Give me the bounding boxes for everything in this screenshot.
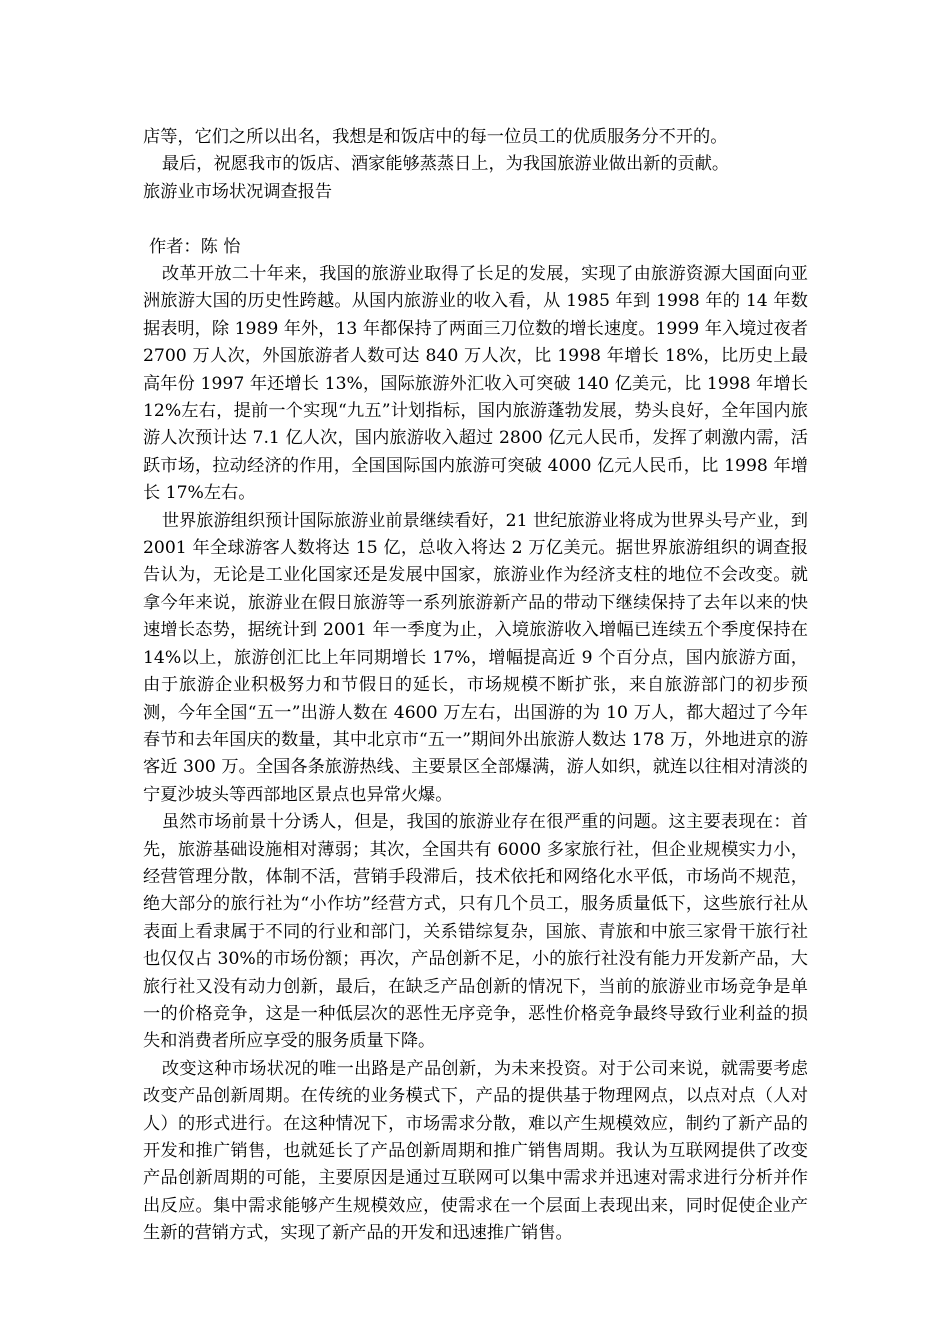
- document-page: [143, 124, 808, 1248]
- paragraph-1: 改革开放二十年来，我国的旅游业取得了长足的发展，实现了由旅游资源大国面向亚洲旅游大国的历史性跨越。从国内旅游业的收入看，从 1985 年到 1998 年的 14 年数据表明，除 1989 年外，13 年都保持了两面三刀位数的增长速度。1999 年入境过夜者 2700 万人次，外国旅游者人数可达 840 万人次，比 1998 年增长 18%，比历史上最高年份 1997 年还增长 13%，国际旅游外汇收入可突破 140 亿美元，比 1998 年增长 12%左右，提前一个实现“九五”计划指标，国内旅游蓬勃发展，势头良好，全年国内旅游人次预计达 7.1 亿人次，国内旅游收入超过 2800 亿元人民币，发挥了刺激内需，活跃市场，拉动经济的作用，全国国际国内旅游可突破 4000 亿元人民币，比 1998 年增长 17%左右。: [143, 264, 808, 504]
- paragraph-4: 改变这种市场状况的唯一出路是产品创新，为未来投资。对于公司来说，就需要考虑改变产品创新周期。在传统的业务模式下，产品的提供基于物理网点，以点对点（人对人）的形式进行。在这种情况下，市场需求分散，难以产生规模效应，制约了新产品的开发和推广销售，也就延长了产品创新周期和推广销售周期。我认为互联网提供了改变产品创新周期的可能，主要原因是通过互联网可以集中需求并迅速对需求进行分析并作出反应。集中需求能够产生规模效应，使需求在一个层面上表现出来，同时促使企业产生新的营销方式，实现了新产品的开发和迅速推广销售。: [143, 1058, 808, 1244]
- blank-line: [143, 206, 808, 233]
- report-title: 旅游业市场状况调查报告: [143, 181, 333, 202]
- closing-line: 最后，祝愿我市的饭店、酒家能够蒸蒸日上，为我国旅游业做出新的贡献。: [161, 154, 730, 175]
- continuation-line: 店等，它们之所以出名，我想是和饭店中的每一位员工的优质服务分不开的。: [143, 127, 728, 147]
- paragraph-2: 世界旅游组织预计国际旅游业前景继续看好，21 世纪旅游业将成为世界头号产业，到 2001 年全球游客人数将达 15 亿，总收入将达 2 万亿美元。据世界旅游组织的调查报告认为，无论是工业化国家还是发展中国家，旅游业作为经济支柱的地位不会改变。就拿今年来说，旅游业在假日旅游等一系列旅游新产品的带动下继续保持了去年以来的快速增长态势，据统计到 2001 年一季度为止，入境旅游收入增幅已连续五个季度保持在 14%以上，旅游创汇比上年同期增长 17%，增幅提高近 9 个百分点，国内旅游方面，由于旅游企业积极努力和节假日的延长，市场规模不断扩张，来自旅游部门的初步预测，今年全国“五一”出游人数在 4600 万左右，出国游的为 10 万人，都大超过了今年春节和去年国庆的数量，其中北京市“五一”期间外出旅游人数达 178 万，外地进京的游客近 300 万。全国各条旅游热线、主要景区全部爆满，游人如织，就连以往相对清淡的宁夏沙坡头等西部地区景点也异常火爆。: [143, 510, 808, 805]
- author-line: 作者：陈 怡: [149, 236, 241, 257]
- paragraph-3: 虽然市场前景十分诱人，但是，我国的旅游业存在很严重的问题。这主要表现在：首先，旅游基础设施相对薄弱；其次，全国共有 6000 多家旅行社，但企业规模实力小，经营管理分散，体制不活，营销手段滞后，技术依托和网络化水平低，市场尚不规范，绝大部分的旅行社为“小作坊”经营方式，只有几个员工，服务质量低下，这些旅行社从表面上看隶属于不同的行业和部门，关系错综复杂，国旅、青旅和中旅三家骨干旅行社也仅仅占 30%的市场份额；再次，产品创新不足，小的旅行社没有能力开发新产品，大旅行社又没有动力创新，最后，在缺乏产品创新的情况下，当前的旅游业市场竞争是单一的价格竞争，这是一种低层次的恶性无序竞争，恶性价格竞争最终导致行业利益的损失和消费者所应享受的服务质量下降。: [143, 812, 808, 1052]
